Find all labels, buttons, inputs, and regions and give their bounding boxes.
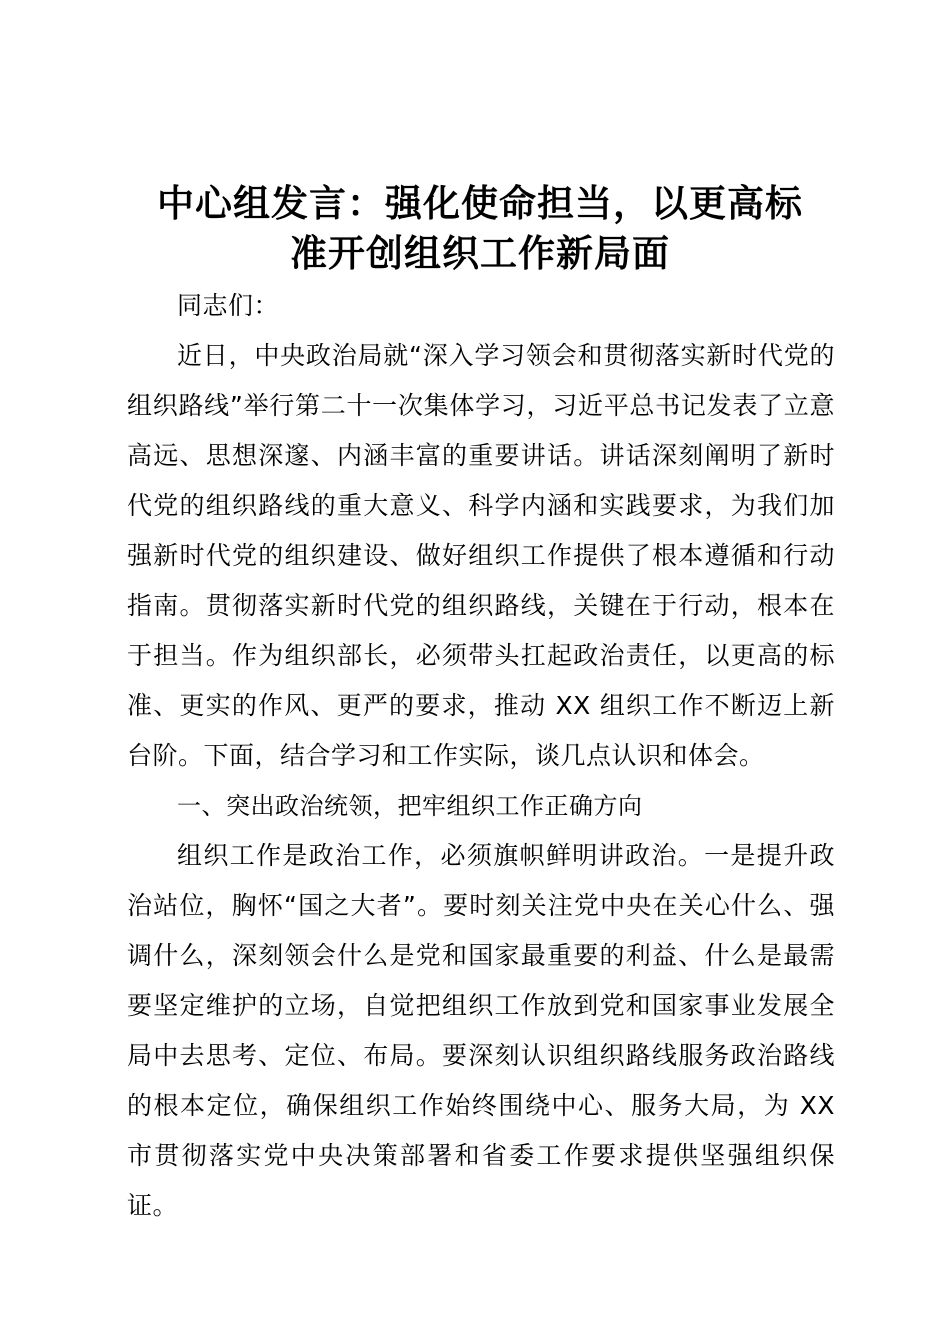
document-title — [100, 178, 860, 278]
title-line-1: 中心组发言：强化使命担当，以更高标 — [157, 181, 803, 225]
title-line-2: 准开创组织工作新局面 — [290, 231, 670, 275]
section-heading-1: 一、突出政治统领，把牢组织工作正确方向 — [177, 792, 643, 820]
paragraph-section-1: 组织工作是政治工作，必须旗帜鲜明讲政治。一是提升政治站位，胸怀“国之大者”。要时刻关注党中央在关心什么、强调什么，深刻领会什么是党和国家最重要的利益、什么是最需要坚定维护的立场，自觉把组织工作放到党和国家事业发展全局中去思考、定位、布局。要深刻认识组织路线服务政治路线的根本定位，确保组织工作始终围绕中心、服务大局，为 XX 市贯彻落实党中央决策部署和省委工作要求提供坚强组织保证。 — [127, 841, 835, 1220]
greeting: 同志们： — [177, 291, 280, 320]
paragraph-intro: 近日，中央政治局就“深入学习领会和贯彻落实新时代党的组织路线”举行第二十一次集体学习，习近平总书记发表了立意高远、思想深邃、内涵丰富的重要讲话。讲话深刻阐明了新时代党的组织路线的重大意义、科学内涵和实践要求，为我们加强新时代党的组织建设、做好组织工作提供了根本遵循和行动指南。贯彻落实新时代党的组织路线，关键在于行动，根本在于担当。作为组织部长，必须带头扛起政治责任，以更高的标准、更实的作风、更严的要求，推动 XX 组织工作不断迈上新台阶。下面，结合学习和工作实际，谈几点认识和体会。 — [127, 341, 835, 770]
document-body — [127, 281, 835, 1231]
